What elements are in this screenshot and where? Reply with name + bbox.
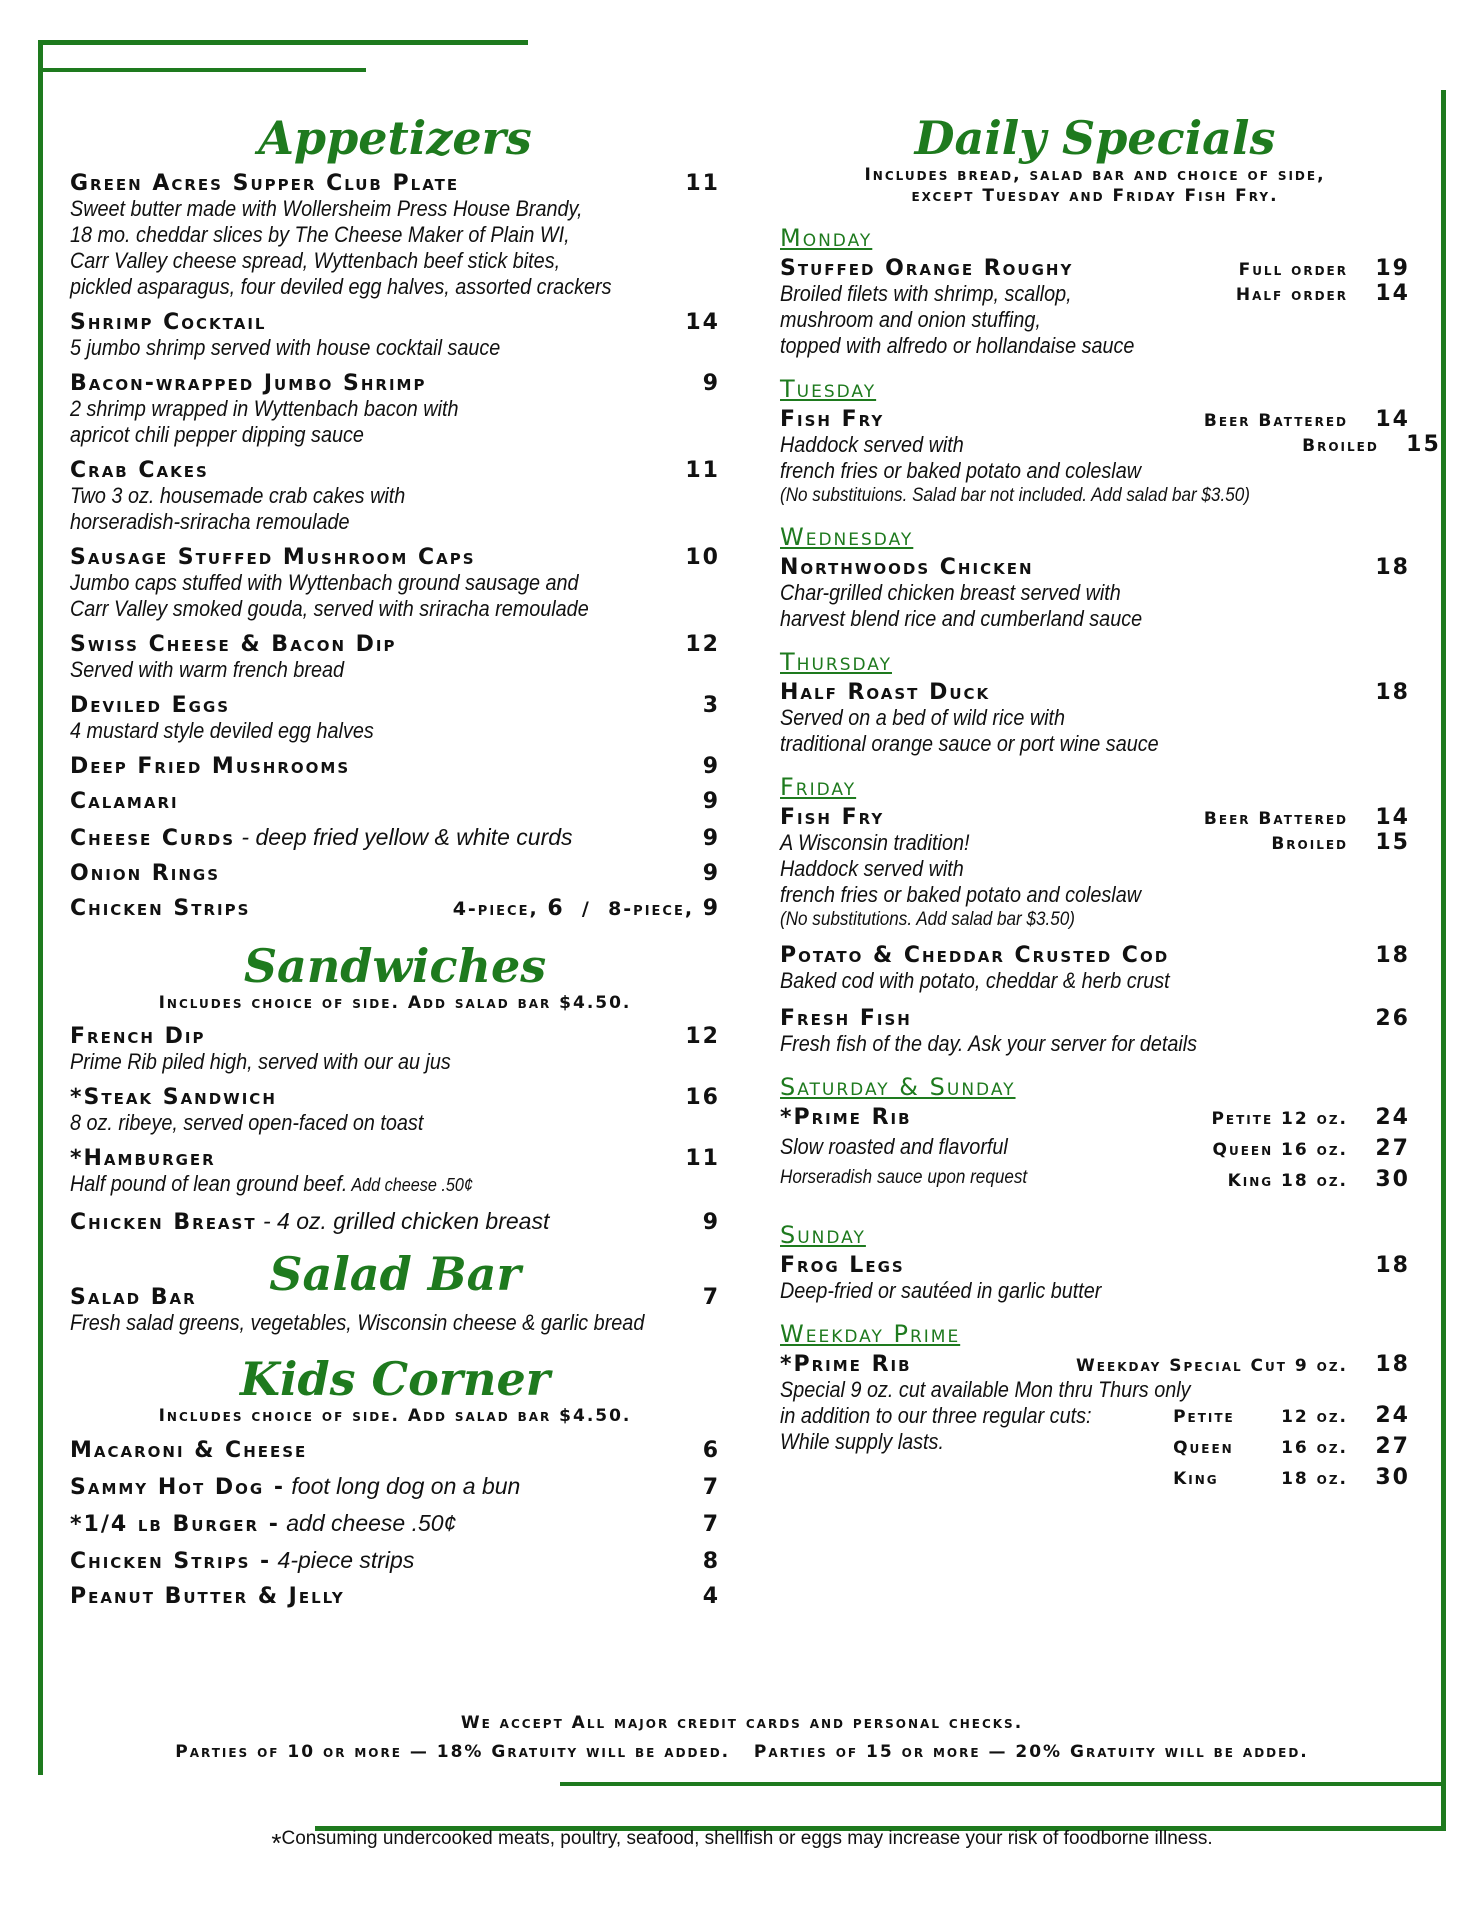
item-name <box>70 310 266 335</box>
item-name-text: Shrimp Cocktail <box>70 310 267 335</box>
item-name: Chicken Strips <box>70 896 251 921</box>
menu-item <box>70 1085 720 1136</box>
item-inline-note: foot long dog on a bun <box>285 1472 521 1499</box>
item-name: Stuffed Orange Roughy <box>780 255 1074 281</box>
wednesday-heading: Wednesday <box>780 522 914 551</box>
health-disclaimer <box>0 1828 1484 1859</box>
option-price: 14 <box>1375 406 1410 432</box>
item-row <box>70 371 720 396</box>
weekend-heading: Saturday & Sunday <box>780 1072 1016 1101</box>
item-inline-note: - 4 oz. grilled chicken breast <box>256 1208 550 1235</box>
item-description: A Wisconsin tradition! <box>780 829 970 855</box>
option-label: Full order <box>1238 259 1348 280</box>
item-name: Northwoods Chicken <box>780 554 1034 580</box>
item-name <box>70 371 426 396</box>
item-row <box>70 171 720 196</box>
item-price: 11 <box>685 171 720 196</box>
option-label: Broiled <box>1302 435 1379 456</box>
item-name <box>70 1146 216 1171</box>
option-oz: 12 oz. <box>1281 1406 1348 1427</box>
kids-corner-title: Kids Corner <box>239 1352 550 1407</box>
right-column <box>780 111 1441 1490</box>
item-row <box>70 1547 720 1574</box>
item-note: Horseradish sauce upon request <box>780 1166 1028 1188</box>
option-price: 18 <box>1375 1351 1410 1377</box>
border-bottom-short <box>560 1782 1441 1786</box>
option-price: 27 <box>1375 1135 1410 1161</box>
item-price: 12 <box>685 632 720 657</box>
item-price: 12 <box>685 1024 720 1050</box>
item-row <box>70 1024 720 1049</box>
item-name-text: Sammy Hot Dog - <box>70 1474 285 1500</box>
weekday-prime-special <box>780 1351 1410 1490</box>
menu-item <box>70 824 720 851</box>
option-label: Broiled <box>1271 833 1348 854</box>
option-label: Queen <box>1173 1437 1234 1458</box>
item-name-text: *Steak Sandwich <box>70 1085 277 1111</box>
option-price: 19 <box>1375 255 1410 281</box>
item-name: Frog Legs <box>780 1252 905 1278</box>
item-price: 9 <box>702 861 720 886</box>
item-options <box>453 896 720 921</box>
item-description: Fresh salad greens, vegetables, Wisconsin cheese & garlic bread <box>70 1310 645 1336</box>
item-description: Served on a bed of wild rice with <box>780 704 1066 730</box>
item-name <box>70 693 230 718</box>
monday-special <box>780 256 1410 359</box>
item-inline-note: - deep fried yellow & white curds <box>235 824 573 850</box>
daily-specials-title: Daily Specials <box>914 111 1276 165</box>
item-name <box>70 1208 549 1235</box>
menu-item <box>70 861 720 886</box>
item-price: 9 <box>702 1210 720 1236</box>
item-description: 18 mo. cheddar slices by The Cheese Maker of Plain WI, <box>70 222 570 247</box>
option-label: Queen 16 oz. <box>1212 1139 1348 1160</box>
appetizer-list <box>70 171 720 886</box>
item-name <box>70 1547 414 1574</box>
item-description: Broiled filets with shrimp, scallop, <box>780 280 1072 306</box>
item-description: Served with warm french bread <box>70 657 345 682</box>
menu-item <box>70 171 720 300</box>
option-label: Petite 12 oz. <box>1211 1108 1348 1129</box>
item-price: 10 <box>685 545 720 570</box>
menu-item <box>70 371 720 448</box>
item-name: Salad Bar <box>70 1285 197 1311</box>
option-price: 14 <box>1375 280 1410 306</box>
tuesday-special <box>780 406 1441 507</box>
item-description: Deep-fried or sautéed in garlic butter <box>780 1277 1102 1303</box>
item-description: Carr Valley smoked gouda, served with sriracha remoulade <box>70 596 589 621</box>
option-price: 9 <box>702 896 720 921</box>
option-label: Beer Battered <box>1203 410 1348 431</box>
item-name-text: Chicken Breast <box>70 1210 257 1236</box>
item-price: 9 <box>702 826 720 851</box>
item-name-text: Bacon-wrapped Jumbo Shrimp <box>70 371 427 396</box>
item-description <box>70 1171 655 1198</box>
item-note: (No substituions. Salad bar not included. Add salad bar $3.50) <box>780 484 1250 506</box>
disclaimer-text: Consuming undercooked meats, poultry, seafood, shellfish or eggs may increase your risk of foodborne illness. <box>281 1828 1213 1849</box>
item-description: Jumbo caps stuffed with Wyttenbach ground sausage and <box>70 570 579 595</box>
item-name <box>70 171 459 196</box>
item-row <box>70 1146 720 1171</box>
item-name-text: Green Acres Supper Club Plate <box>70 171 460 196</box>
item-row <box>70 824 720 851</box>
appetizers-title: Appetizers <box>258 111 532 165</box>
item-price: 18 <box>1375 554 1410 580</box>
specials-note-line2: except Tuesday and Friday Fish Fry. <box>911 186 1279 207</box>
item-row <box>70 310 720 335</box>
item-name <box>70 789 179 814</box>
item-price: 18 <box>1375 942 1410 968</box>
menu-item <box>70 632 720 683</box>
item-name <box>70 1510 456 1537</box>
item-description <box>70 1049 655 1075</box>
border-right <box>1441 90 1446 1830</box>
item-price: 7 <box>702 1474 720 1500</box>
item-row <box>70 458 720 483</box>
weekend-special <box>780 1105 1410 1205</box>
option-price: 24 <box>1375 1402 1410 1428</box>
sunday-special <box>780 1253 1410 1304</box>
item-description: Sweet butter made with Wollersheim Press House Brandy, <box>70 196 583 221</box>
menu-item <box>70 1438 720 1463</box>
menu-item <box>70 1510 720 1537</box>
option-price: 15 <box>1375 829 1410 855</box>
item-name-text: Peanut Butter & Jelly <box>70 1583 345 1609</box>
item-name: Potato & Cheddar Crusted Cod <box>780 942 1170 968</box>
option-label: Petite <box>1173 1406 1235 1427</box>
item-name <box>70 1438 307 1463</box>
option-price: 14 <box>1375 804 1410 830</box>
item-price: 18 <box>1375 679 1410 705</box>
item-description: Haddock served with <box>780 431 964 457</box>
item-price: 8 <box>702 1548 720 1574</box>
item-description-text: 8 oz. ribeye, served open-faced on toast <box>70 1110 424 1136</box>
option-oz: 18 oz. <box>1281 1468 1348 1489</box>
cod-special <box>780 943 1410 994</box>
menu-item <box>70 1146 720 1198</box>
border-top-short <box>38 68 366 72</box>
item-row <box>70 632 720 657</box>
item-description-note: Add cheese .50¢ <box>347 1175 473 1196</box>
border-top-long <box>38 40 528 45</box>
thursday-heading: Thursday <box>780 647 892 676</box>
sandwich-list <box>70 1024 720 1235</box>
item-row <box>70 1510 720 1537</box>
menu-item <box>70 1584 720 1609</box>
chicken-strips-item <box>70 896 720 921</box>
item-description: pickled asparagus, four deviled egg halves, assorted crackers <box>70 274 612 299</box>
item-name-text: *Hamburger <box>70 1146 216 1172</box>
item-inline-note: 4-piece strips <box>271 1546 415 1573</box>
separator: / <box>581 898 591 920</box>
thursday-special <box>780 680 1410 757</box>
menu-item <box>70 789 720 814</box>
item-description-text: Half pound of lean ground beef. <box>70 1171 348 1197</box>
option-label: King <box>1173 1468 1219 1489</box>
salad-bar-item <box>70 1285 720 1336</box>
option-label: Beer Battered <box>1203 808 1348 829</box>
weekday-prime-heading: Weekday Prime <box>780 1319 961 1348</box>
item-name <box>70 458 209 483</box>
item-name-text: *1/4 lb Burger - <box>70 1511 280 1537</box>
left-column <box>70 111 720 1609</box>
payment-note: We accept All major credit cards and personal checks. <box>460 1713 1024 1733</box>
item-description: apricot chili pepper dipping sauce <box>70 422 364 447</box>
item-name: Fish Fry <box>780 406 885 432</box>
salad-bar-title: Salad Bar <box>269 1247 521 1302</box>
item-name <box>70 754 350 779</box>
item-description: harvest blend rice and cumberland sauce <box>780 605 1143 631</box>
monday-heading: Monday <box>780 223 873 252</box>
item-name <box>70 545 476 570</box>
item-description: in addition to our three regular cuts: <box>780 1402 1092 1428</box>
item-name-text: French Dip <box>70 1024 206 1050</box>
option-label: 8-piece, <box>608 898 695 920</box>
item-row <box>70 1208 720 1235</box>
item-name-text: Crab Cakes <box>70 458 209 483</box>
item-description: 2 shrimp wrapped in Wyttenbach bacon with <box>70 396 459 421</box>
item-price: 11 <box>685 458 720 483</box>
menu-item <box>70 458 720 535</box>
item-price: 11 <box>685 1146 720 1172</box>
item-name: *Prime Rib <box>780 1351 912 1377</box>
item-name: Half Roast Duck <box>780 679 991 705</box>
item-name-text: Deviled Eggs <box>70 693 231 718</box>
item-row <box>70 693 720 718</box>
item-name <box>70 1085 277 1110</box>
kids-list <box>70 1438 720 1609</box>
item-price: 9 <box>702 789 720 814</box>
item-row <box>70 754 720 779</box>
gratuity-note: Parties of 10 or more — 18% Gratuity will be added. Parties of 15 or more — 20% Gratuity will be added. <box>175 1742 1309 1762</box>
item-description: french fries or baked potato and coleslaw <box>780 881 1142 907</box>
item-name <box>70 861 220 886</box>
friday-heading: Friday <box>780 772 857 801</box>
option-price: 15 <box>1406 431 1441 457</box>
item-name-text: Calamari <box>70 789 179 814</box>
item-price: 9 <box>702 754 720 779</box>
item-name-text: Cheese Curds <box>70 826 236 851</box>
item-name: Fish Fry <box>780 804 885 830</box>
item-description: 5 jumbo shrimp served with house cocktail sauce <box>70 335 501 360</box>
item-description: horseradish-sriracha remoulade <box>70 509 350 534</box>
option-price: 30 <box>1375 1166 1410 1192</box>
item-name <box>70 1473 520 1500</box>
option-price: 24 <box>1375 1104 1410 1130</box>
item-price: 3 <box>702 693 720 718</box>
border-left <box>38 40 43 1775</box>
option-price: 30 <box>1375 1464 1410 1490</box>
item-description-text: Prime Rib piled high, served with our au jus <box>70 1049 451 1075</box>
menu-item <box>70 693 720 744</box>
item-name <box>70 1024 205 1049</box>
fresh-fish-special <box>780 1006 1410 1057</box>
item-name <box>70 824 573 851</box>
item-row <box>70 861 720 886</box>
item-name-text: Macaroni & Cheese <box>70 1437 308 1463</box>
item-description: topped with alfredo or hollandaise sauce <box>780 332 1135 358</box>
menu-item <box>70 545 720 622</box>
menu-item <box>70 1208 720 1235</box>
item-description: 4 mustard style deviled egg halves <box>70 718 374 743</box>
item-price: 18 <box>1375 1252 1410 1278</box>
item-description: Fresh fish of the day. Ask your server for details <box>780 1030 1198 1056</box>
item-note: (No substitutions. Add salad bar $3.50) <box>780 908 1075 930</box>
item-name-text: Swiss Cheese & Bacon Dip <box>70 632 397 657</box>
menu-item <box>70 310 720 361</box>
menu-item <box>70 1473 720 1500</box>
item-description: Char-grilled chicken breast served with <box>780 579 1121 605</box>
specials-note-line1: Includes bread, salad bar and choice of side, <box>864 165 1326 185</box>
item-price: 7 <box>702 1511 720 1537</box>
item-row <box>70 545 720 570</box>
item-name: *Prime Rib <box>780 1104 912 1130</box>
item-description: Baked cod with potato, cheddar & herb crust <box>780 967 1170 993</box>
item-row <box>70 1473 720 1500</box>
item-name <box>70 632 397 657</box>
option-label: King 18 oz. <box>1227 1170 1348 1191</box>
item-description: Two 3 oz. housemade crab cakes with <box>70 483 406 508</box>
item-name: Fresh Fish <box>780 1005 912 1031</box>
item-description: french fries or baked potato and coleslaw <box>780 457 1142 483</box>
item-price: 7 <box>702 1285 720 1311</box>
item-name-text: Chicken Strips - <box>70 1548 272 1574</box>
item-price: 14 <box>685 310 720 335</box>
item-name-text: Onion Rings <box>70 861 220 886</box>
menu-item <box>70 1547 720 1574</box>
item-description: traditional orange sauce or port wine sauce <box>780 730 1159 756</box>
item-description: Slow roasted and flavorful <box>780 1133 1008 1159</box>
item-row <box>70 1584 720 1609</box>
kids-note: Includes choice of side. Add salad bar $4.50. <box>158 1406 632 1427</box>
option-price: 6 <box>547 896 565 921</box>
item-name-text: Deep Fried Mushrooms <box>70 754 351 779</box>
item-price: 4 <box>702 1583 720 1609</box>
asterisk: * <box>271 1828 282 1858</box>
item-row <box>70 1085 720 1110</box>
item-description: While supply lasts. <box>780 1428 944 1454</box>
item-price: 6 <box>702 1437 720 1463</box>
sunday-heading: Sunday <box>780 1220 866 1249</box>
menu-item <box>70 754 720 779</box>
sandwiches-note: Includes choice of side. Add salad bar $4.50. <box>158 993 632 1013</box>
item-row <box>70 1438 720 1463</box>
item-price: 9 <box>702 371 720 396</box>
item-price: 26 <box>1375 1005 1410 1031</box>
item-name-text: Sausage Stuffed Mushroom Caps <box>70 545 476 570</box>
item-description: mushroom and onion stuffing, <box>780 306 1041 332</box>
option-label: Half order <box>1235 284 1348 305</box>
item-name <box>70 1584 345 1609</box>
friday-special <box>780 805 1410 931</box>
item-row <box>70 789 720 814</box>
sandwiches-title: Sandwiches <box>243 939 547 993</box>
option-label: 4-piece, <box>452 898 539 920</box>
item-inline-note: add cheese .50¢ <box>279 1509 457 1536</box>
menu-item <box>70 1024 720 1075</box>
item-description: Carr Valley cheese spread, Wyttenbach beef stick bites, <box>70 248 561 273</box>
wednesday-special <box>780 555 1410 632</box>
tuesday-heading: Tuesday <box>780 374 877 403</box>
item-description <box>70 1110 655 1136</box>
item-description: Haddock served with <box>780 855 964 881</box>
option-oz: 16 oz. <box>1281 1437 1348 1458</box>
option-label: Weekday Special Cut 9 oz. <box>1076 1355 1348 1376</box>
option-price: 27 <box>1375 1433 1410 1459</box>
item-price: 16 <box>685 1085 720 1111</box>
item-description: Special 9 oz. cut available Mon thru Thurs only <box>780 1376 1191 1402</box>
